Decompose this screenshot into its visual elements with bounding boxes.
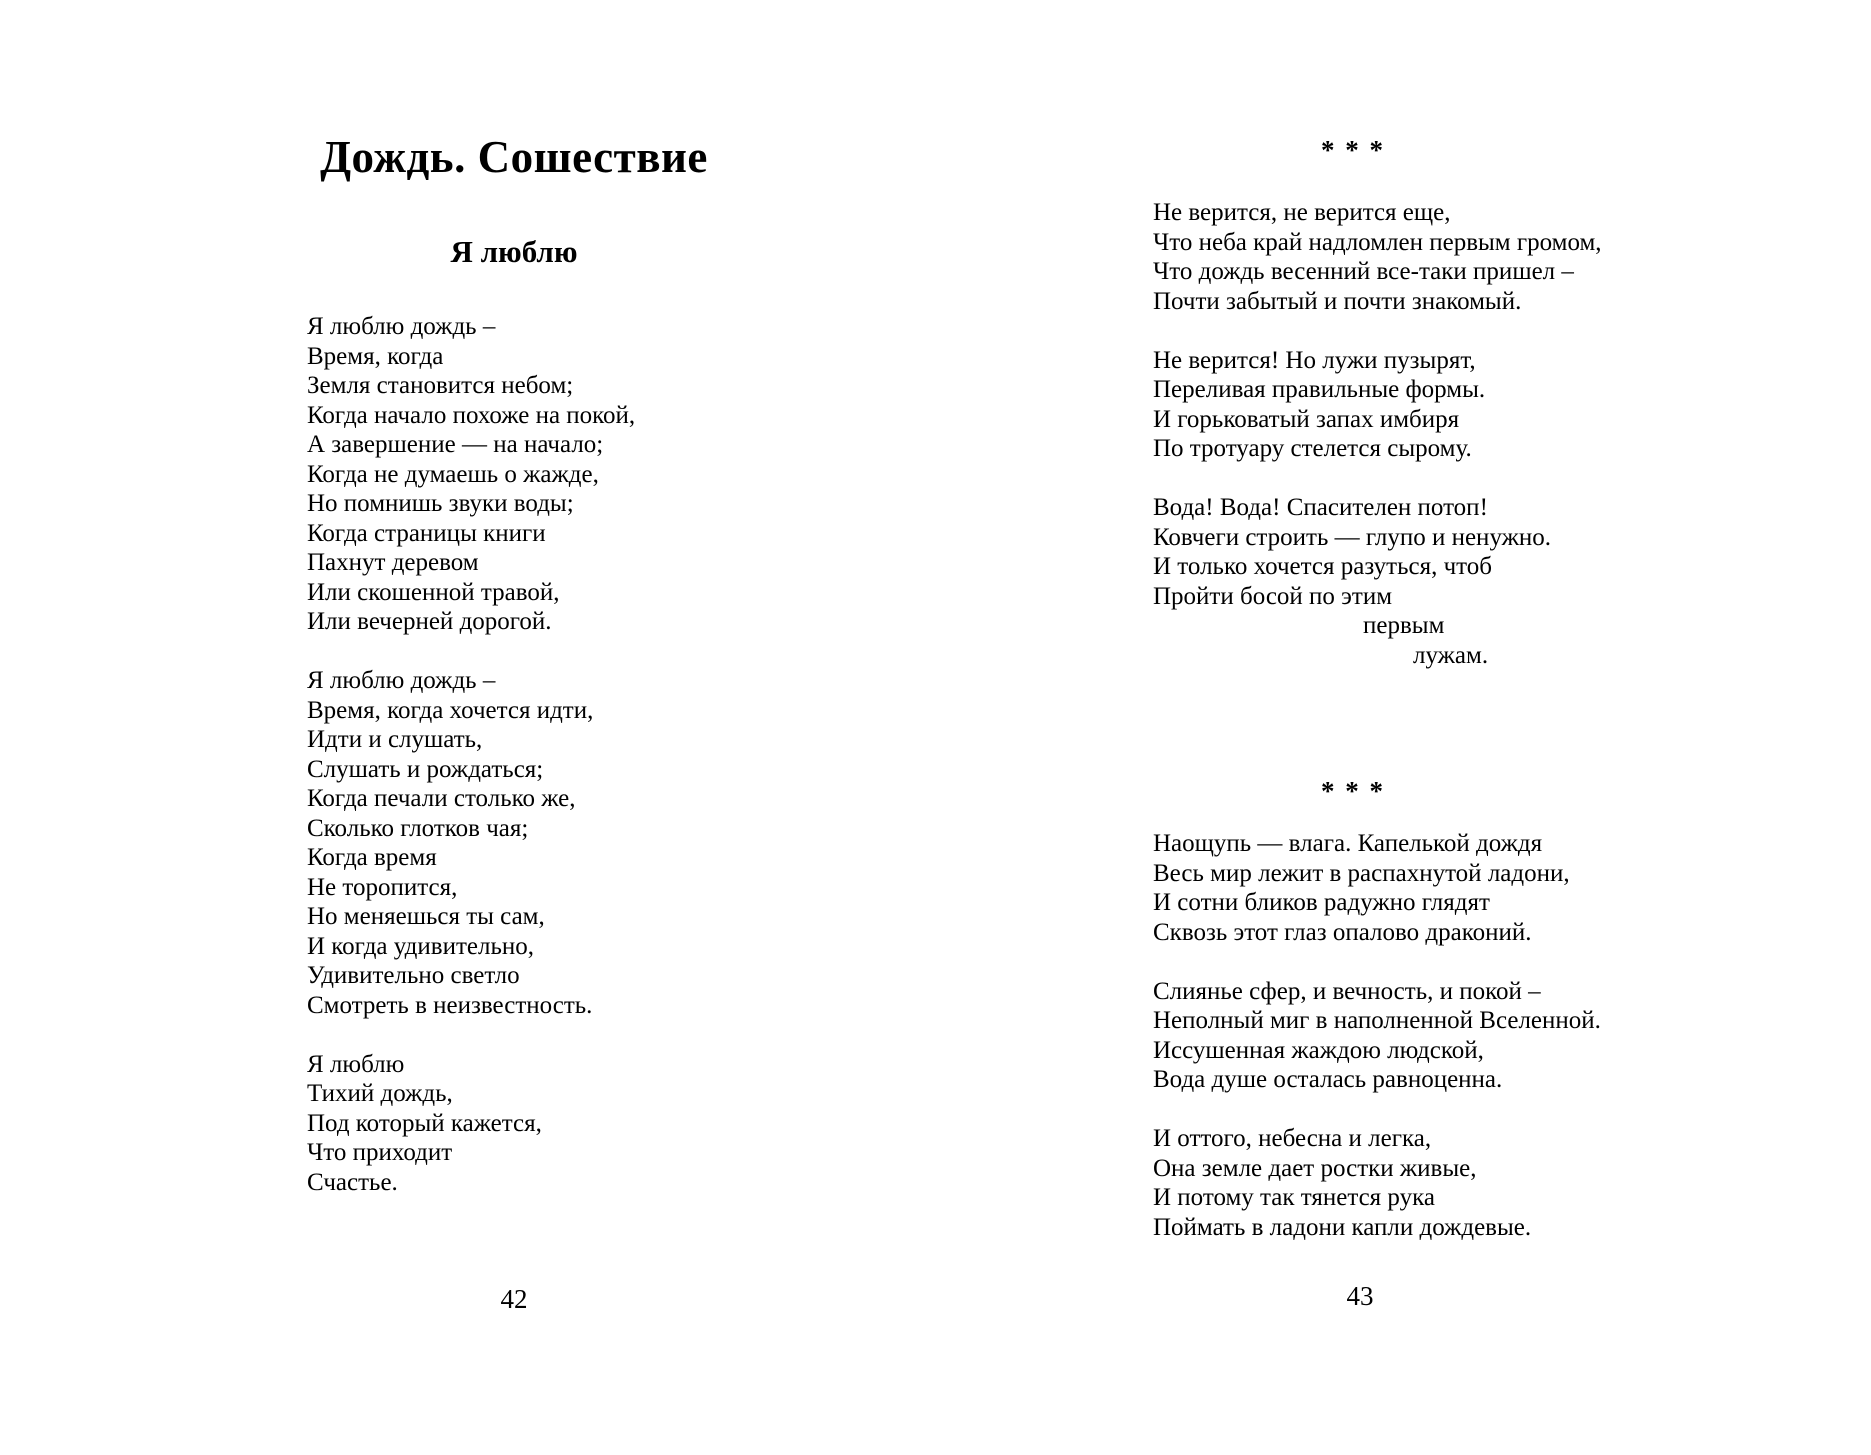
poem-line: И горьковатый запах имбиря [1153, 405, 1460, 433]
poem-line: Сквозь этот глаз опалово драконий. [1153, 918, 1532, 946]
poem-line: Или скошенной травой, [307, 578, 560, 606]
poem-line: Пахнут деревом [307, 549, 479, 576]
poem-line: Под который кажется, [307, 1109, 542, 1137]
poem-line: Почти забытый и почти знакомый. [1153, 287, 1522, 315]
stanza [307, 666, 767, 1020]
poem-line: Но помнишь звуки воды; [307, 490, 574, 517]
poem-line: И сотни бликов радужно глядят [1153, 889, 1490, 916]
poem-line: Когда не думаешь о жажде, [307, 460, 599, 488]
poem-line: И потому так тянется рука [1153, 1184, 1435, 1211]
poem-line: И только хочется разуться, чтоб [1153, 553, 1492, 580]
poem-line: Поймать в ладони капли дождевые. [1153, 1213, 1532, 1241]
stanza [1153, 198, 1673, 316]
poem-line: Или вечерней дорогой. [307, 608, 552, 635]
poem-line: Не верится! Но лужи пузырят, [1153, 346, 1476, 374]
poem-line: Что неба край надломлен первым громом, [1153, 228, 1602, 256]
right-poem-2-body [1153, 829, 1673, 1242]
stanza [307, 1050, 767, 1198]
stanza [1153, 493, 1673, 670]
poem-line: Когда начало похоже на покой, [307, 401, 636, 429]
poem-line: Смотреть в неизвестность. [307, 991, 593, 1019]
right-poem-1-body [1153, 198, 1673, 670]
poem-line: Время, когда [307, 342, 444, 370]
stanza [1153, 1124, 1673, 1242]
poem-line: Не торопится, [307, 873, 458, 901]
poem-line: Удивительно светло [307, 962, 520, 989]
poem-line: Когда время [307, 844, 437, 871]
stanza [307, 312, 767, 637]
poem-line: Весь мир лежит в распахнутой ладони, [1153, 859, 1570, 887]
poem-line: Земля становится небом; [307, 372, 574, 399]
poem-line: Когда страницы книги [307, 519, 546, 547]
poem-line: Она земле дает ростки живые, [1153, 1154, 1477, 1182]
poem-line: Вода! Вода! Спасителен потоп! [1153, 494, 1488, 521]
poem-line: первым [1363, 612, 1445, 639]
poem-line: И когда удивительно, [307, 932, 534, 960]
poem-line: Вода душе осталась равноценна. [1153, 1066, 1503, 1093]
stanza [1153, 829, 1673, 947]
poem-line: Сколько глотков чая; [307, 814, 529, 842]
page-number-left: 42 [500, 1284, 528, 1314]
poem-line: Что приходит [307, 1139, 453, 1166]
poem-line: Но меняешься ты сам, [307, 903, 545, 930]
poem-line: Когда печали столько же, [307, 785, 576, 812]
poem-line: И оттого, небесна и легка, [1153, 1125, 1432, 1152]
poem-line: Время, когда хочется идти, [307, 696, 594, 724]
poem-line: По тротуару стелется сырому. [1153, 435, 1472, 462]
poem-line: Я люблю дождь – [307, 313, 496, 340]
poem-line: Наощупь — влага. Капелькой дождя [1153, 830, 1543, 857]
poem-line: Иссушенная жаждою людской, [1153, 1036, 1484, 1064]
poem-line: Ковчеги строить — глупо и ненужно. [1153, 523, 1552, 551]
poem-separator-asterisks: * * * [1321, 776, 1385, 806]
page-number-right: 43 [1346, 1281, 1374, 1311]
poem-line: Тихий дождь, [307, 1080, 453, 1107]
poem-line: Что дождь весенний все-таки пришел – [1153, 258, 1574, 285]
poem-line: Слушать и рождаться; [307, 755, 544, 783]
poem-line: Я люблю [307, 1050, 405, 1078]
poem-line: Не верится, не верится еще, [1153, 199, 1451, 226]
poem-line: Неполный миг в наполненной Вселенной. [1153, 1007, 1601, 1034]
poem-line: А завершение — на начало; [307, 431, 604, 458]
stanza [1153, 977, 1673, 1095]
poem-separator-asterisks: * * * [1321, 135, 1385, 165]
poem-line: Переливая правильные формы. [1153, 376, 1486, 403]
stanza [1153, 346, 1673, 464]
poem-line: Идти и слушать, [307, 726, 483, 753]
poem-line: Пройти босой по этим [1153, 582, 1393, 610]
left-poem-body [307, 312, 767, 1197]
section-title: Дождь. Сошествие [320, 132, 708, 182]
poem-line: Слиянье сфер, и вечность, и покой – [1153, 977, 1541, 1005]
poem-line: лужам. [1413, 641, 1489, 669]
poem-line: Счастье. [307, 1168, 398, 1196]
poem-line: Я люблю дождь – [307, 667, 496, 694]
poem-title: Я люблю [450, 234, 578, 269]
